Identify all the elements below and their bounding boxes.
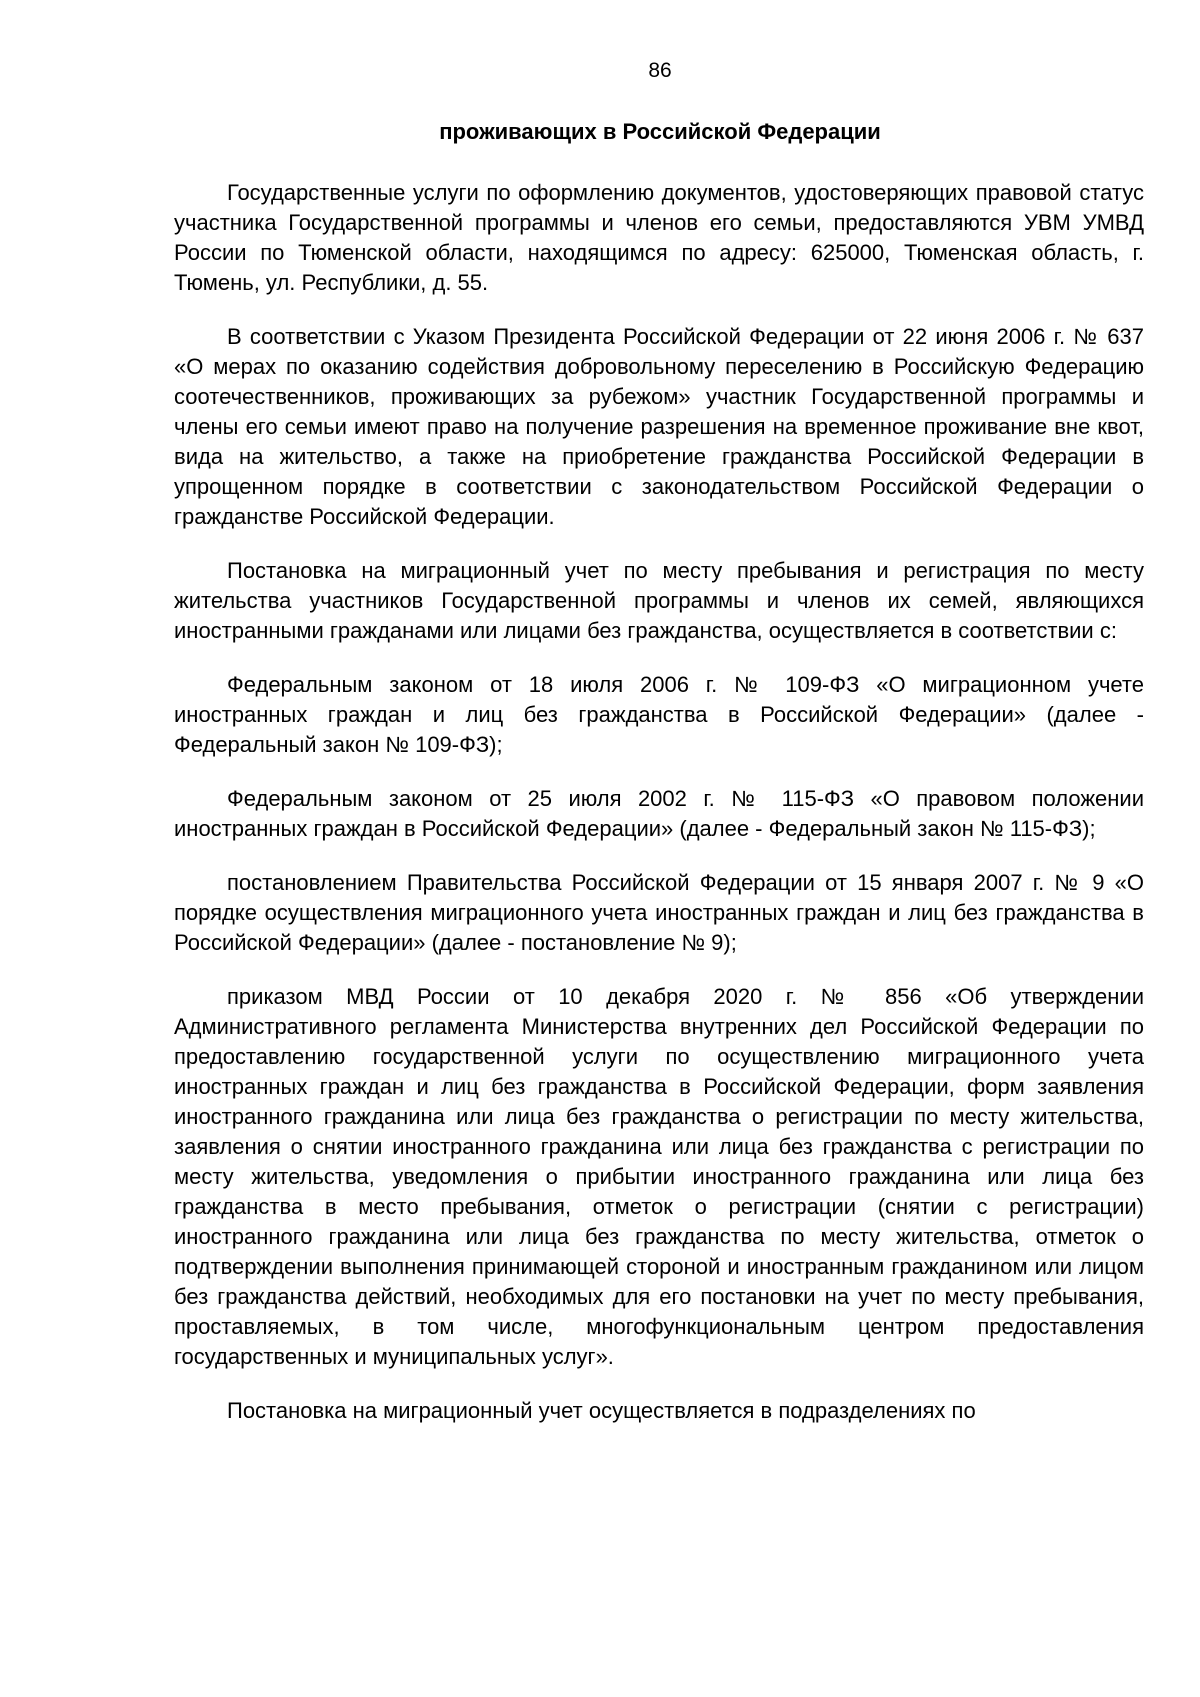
paragraph-continuation: Постановка на миграционный учет осуществляется в подразделениях по [227, 1398, 976, 1423]
paragraph-law-115: Федеральным законом от 25 июля 2002 г. № 115-ФЗ «О правовом положении иностранных граждан в Российской Федерации» (далее - Федеральный закон № 115-ФЗ); [174, 786, 1144, 841]
document-body [174, 178, 1144, 1450]
paragraph-law-109: Федеральным законом от 18 июля 2006 г. № 109-ФЗ «О миграционном учете иностранных граждан и лиц без гражданства в Российской Федерации» (далее - Федеральный закон № 109-ФЗ); [174, 672, 1144, 757]
paragraph-order-856: приказом МВД России от 10 декабря 2020 г. № 856 «Об утверждении Административного регламента Министерства внутренних дел Российской Федерации по предоставлению государственной услуги по осуществлению миграционного учета иностранных граждан и лиц без гражданства в Российской Федерации, форм заявления иностранного гражданина или лица без гражданства о регистрации по месту жительства, заявления о снятии иностранного гражданина или лица без гражданства с регистрации по месту жительства, уведомления о прибытии иностранного гражданина или лица без гражданства в место пребывания, отметок о регистрации (снятии с регистрации) иностранного гражданина или лица без гражданства по месту жительства, отметок о подтверждении выполнения принимающей стороной и иностранным гражданином или лицом без гражданства действий, необходимых для его постановки на учет по месту пребывания, проставляемых, в том числе, многофункциональным центром предоставления государственных и муниципальных услуг». [174, 984, 1144, 1369]
paragraph-resolution-9: постановлением Правительства Российской Федерации от 15 января 2007 г. № 9 «О порядке осуществления миграционного учета иностранных граждан и лиц без гражданства в Российской Федерации» (далее - постановление № 9); [174, 870, 1144, 955]
paragraph-decree-637: В соответствии с Указом Президента Российской Федерации от 22 июня 2006 г. № 637 «О мерах по оказанию содействия добровольному переселению в Российскую Федерацию соотечественников, проживающих за рубежом» участник Государственной программы и члены его семьи имеют право на получение разрешения на временное проживание вне квот, вида на жительство, а также на приобретение гражданства Российской Федерации в упрощенном порядке в соответствии с законодательством Российской Федерации о гражданстве Российской Федерации. [174, 324, 1144, 529]
paragraph-migration-registration: Постановка на миграционный учет по месту пребывания и регистрация по месту жительства участников Государственной программы и членов их семей, являющихся иностранными гражданами или лицами без гражданства, осуществляется в соответствии с: [174, 558, 1144, 643]
section-heading: проживающих в Российской Федерации [439, 119, 881, 144]
paragraph-services: Государственные услуги по оформлению документов, удостоверяющих правовой статус участника Государственной программы и членов его семьи, предоставляются УВМ УМВД России по Тюменской области, находящимся по адресу: 625000, Тюменская область, г. Тюмень, ул. Республики, д. 55. [174, 180, 1144, 295]
page-number: 86 [648, 59, 672, 82]
